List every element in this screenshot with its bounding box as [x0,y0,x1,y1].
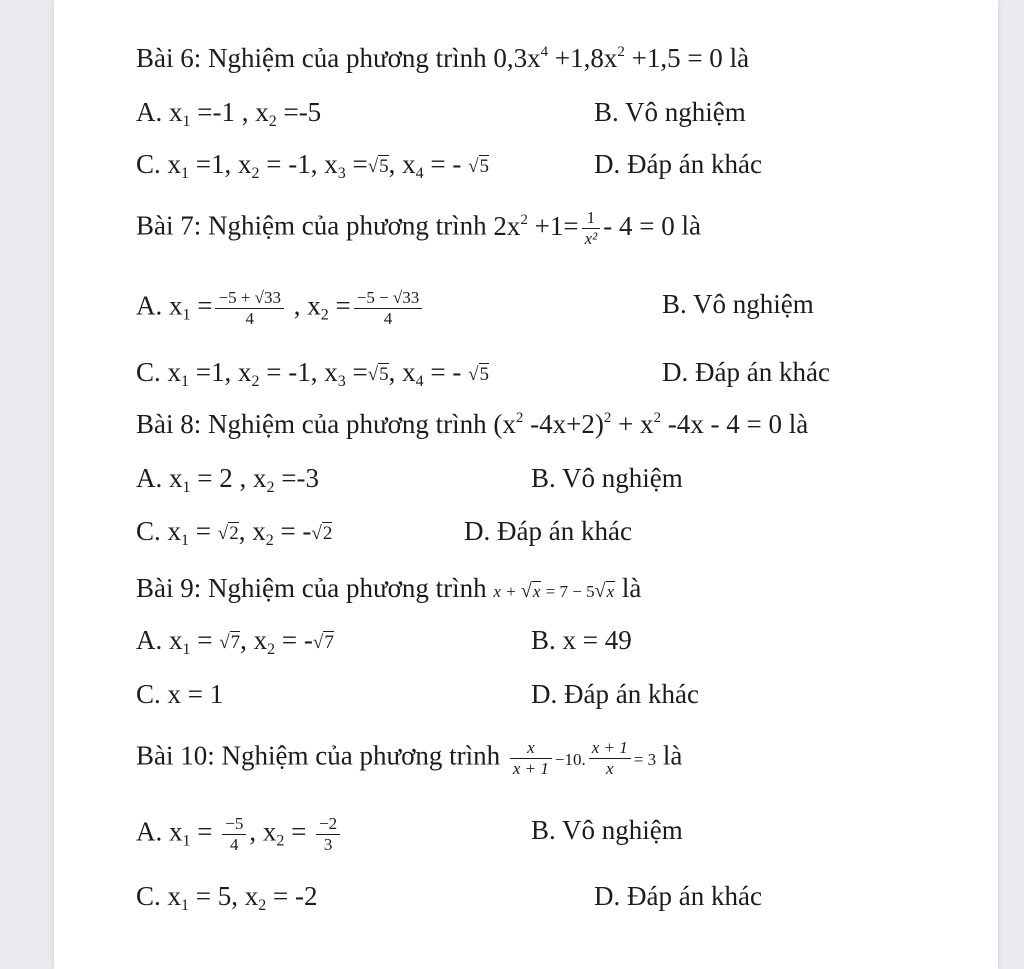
question-10: Bài 10: Nghiệm của phương trình $\frac{x}{x + 1}$ −10. $\frac{x + 1}{x}$ = 3 là [136,738,683,778]
fraction: $\frac{-2}{3}$ [316,814,340,855]
q9-option-c: C. x = 1 [136,679,224,709]
q8-option-a: A. $x_1 = 2$ , $x_2 =-3$ [136,463,319,496]
sqrt-symbol: √5 [367,156,389,177]
fraction: $\frac{-5 + √33}{4}$ [215,288,284,329]
q9-option-b: B. x = 49 [531,625,632,655]
question-7: Bài 7: Nghiệm của phương trình $2x^2 +1=$ $\frac{1}{\text{x²}}$ - 4 = 0 là [136,208,701,248]
fraction: $\frac{x}{x + 1}$ [510,738,552,779]
question-8-label: Bài 8: Nghiệm của phương trình [136,409,494,439]
question-9-label: Bài 9: Nghiệm của phương trình [136,573,494,603]
q6-option-d: D. Đáp án khác [594,149,762,179]
q10-option-b: B. Vô nghiệm [531,815,683,845]
q9-option-a: A. $x_1 = √7$, $x_2 = -√7$ [136,625,334,658]
fraction: $\frac{x + 1}{x}$ [589,738,631,779]
q6-option-a: A. $x_1 =-1$ , $x_2 =-5$ [136,97,322,130]
sqrt-symbol: √7 [312,632,334,653]
question-7-equation: $2x^2 +1=$ $\frac{1}{\text{x²}}$ - 4 = 0 [493,208,675,248]
question-10-equation: $\frac{x}{x + 1}$ −10. $\frac{x + 1}{x}$ = 3 [507,741,656,771]
sqrt-symbol: √5 [468,364,490,385]
q8-option-d: D. Đáp án khác [464,516,632,546]
question-6-label: Bài 6: Nghiệm của phương trình [136,43,494,73]
sqrt-symbol: √7 [219,632,241,653]
document-page [54,0,998,969]
question-7-label: Bài 7: Nghiệm của phương trình [136,210,494,241]
q10-option-c: C. $x_1 = 5$, $x_2 = -2$ [136,881,318,914]
question-10-label: Bài 10: Nghiệm của phương trình [136,740,507,771]
q10-option-a: A. $x_1$ = $\frac{-5}{4}$ , $x_2$ = $\frac{-2}{3}$ [136,814,343,855]
sqrt-symbol: √2 [217,523,239,544]
question-8: Bài 8: Nghiệm của phương trình ($x^2$ $-4x+2)^2 + x^2$ -4x - 4 = 0 là [136,409,809,439]
q9-option-d: D. Đáp án khác [531,679,699,709]
sqrt-symbol: √5 [367,364,389,385]
q8-option-c: C. $x_1 = √2$, $x_2 = -√2$ [136,516,333,549]
q6-option-b: B. Vô nghiệm [594,97,746,127]
q6-option-c: C. $x_1 =1$, $x_2 = -1$, $x_3 =√5$, $x_4$ = - √5 [136,149,490,182]
question-9-equation: x + √x = 7 − 5√x [493,580,615,602]
fraction: $\frac{-5 - √33}{4}$ [354,288,423,329]
sqrt-symbol: √5 [468,156,490,177]
question-6-equation: $0,3x^4 +1,8x^2 +1,5 = 0$ [493,43,723,73]
q7-option-c: C. $x_1 =1$, $x_2 = -1$, $x_3 =√5$, $x_4$ = - √5 [136,357,490,390]
sqrt-symbol: √2 [311,523,333,544]
q10-option-d: D. Đáp án khác [594,881,762,911]
q7-option-b: B. Vô nghiệm [662,289,814,319]
q7-option-a: A. $x_1$ = $\frac{-5 + √33}{4}$ , $x_2$ = $\frac{-5 - √33}{4}$ [136,288,425,329]
question-8-equation: ($x^2$ $-4x+2)^2 + x^2$ -4x - 4 = 0 [493,409,783,439]
q8-option-b: B. Vô nghiệm [531,463,683,493]
question-6: Bài 6: Nghiệm của phương trình $0,3x^4 +1,8x^2 +1,5 = 0$ là [136,43,750,73]
question-9: Bài 9: Nghiệm của phương trình x + √x = 7 − 5√x là [136,573,642,603]
q7-option-d: D. Đáp án khác [662,357,830,387]
fraction: $\frac{-5}{4}$ [222,814,246,855]
fraction: $\frac{1}{\text{x²}}$ [582,208,601,249]
